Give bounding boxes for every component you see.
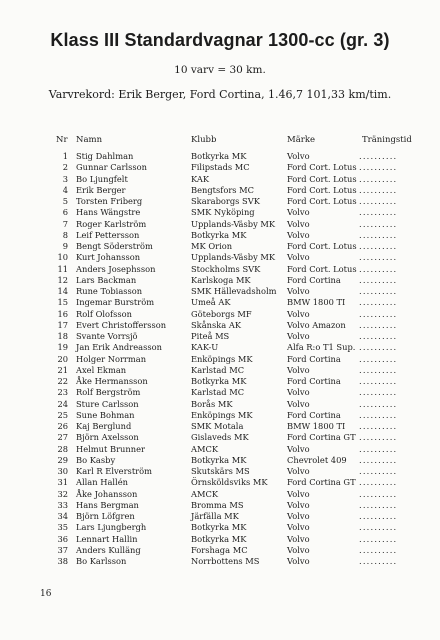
entry-training-time: .......... [359, 162, 398, 173]
entry-name: Sture Carlsson [76, 398, 139, 409]
entry-make: Volvo [287, 308, 310, 319]
table-row [0, 534, 440, 545]
table-row [0, 399, 440, 410]
table-row [0, 196, 440, 207]
entry-training-time: .......... [359, 443, 398, 454]
entry-nr: 19 [57, 342, 68, 353]
header-name: Namn [76, 135, 103, 145]
entry-nr: 16 [57, 308, 68, 319]
entry-nr: 27 [57, 432, 68, 443]
entry-name: Hans Wängstre [76, 207, 141, 218]
entry-name: Hans Bergman [76, 499, 139, 510]
table-row [0, 387, 440, 398]
entry-make: Ford Cortina [287, 409, 341, 420]
table-row [0, 264, 440, 275]
entry-name: Axel Ekman [76, 364, 127, 375]
table-row [0, 286, 440, 297]
lap-distance: 10 varv = 30 km. [174, 64, 266, 76]
entry-club: Karlstad MC [191, 387, 245, 398]
entry-nr: 20 [57, 353, 68, 364]
entry-make: Volvo [287, 544, 310, 555]
entry-training-time: .......... [359, 252, 398, 263]
entry-name: Kaj Berglund [76, 421, 132, 431]
table-row [0, 489, 440, 500]
entry-club: Botkyrka MK [191, 151, 247, 161]
entry-club: SMK Hällevadsholm [191, 286, 277, 296]
entry-make: BMW 1800 TI [287, 421, 346, 431]
entry-club: Gislaveds MK [191, 432, 249, 443]
entry-name: Lars Ljungbergh [76, 522, 147, 533]
entry-nr: 12 [57, 274, 68, 285]
table-row [0, 556, 440, 567]
entry-make: Ford Cort. Lotus [287, 162, 357, 173]
entry-make: Volvo [287, 522, 310, 533]
entry-make: Volvo [287, 499, 310, 510]
entry-name: Bo Karlsson [76, 556, 127, 566]
entry-club: Filipstads MC [191, 162, 250, 173]
entry-make: Alfa R:o T1 Sup. [287, 342, 356, 353]
entry-make: Volvo [287, 488, 310, 499]
entry-nr: 11 [57, 263, 68, 274]
entry-nr: 8 [62, 229, 68, 240]
entry-name: Rolf Olofsson [76, 308, 132, 319]
entry-make: Volvo [287, 286, 310, 296]
table-row [0, 477, 440, 488]
entry-nr: 31 [57, 477, 68, 488]
entry-name: Anders Josephsson [76, 263, 156, 274]
entry-club: Järfälla MK [191, 511, 239, 521]
entry-name: Leif Pettersson [76, 229, 140, 240]
entry-nr: 17 [57, 319, 68, 330]
entry-club: Skaraborgs SVK [191, 196, 260, 206]
entry-training-time: .......... [359, 376, 398, 386]
table-row [0, 342, 440, 353]
entry-name: Åke Johansson [76, 488, 138, 499]
table-row [0, 320, 440, 331]
entry-club: AMCK [191, 443, 219, 454]
entry-name: Ingemar Burström [76, 297, 155, 308]
entry-make: Ford Cortina GT [287, 477, 356, 488]
table-row [0, 185, 440, 196]
entry-training-time: .......... [359, 544, 398, 555]
lap-record: Varvrekord: Erik Berger, Ford Cortina, 1.46,7 101,33 km/tim. [48, 88, 392, 101]
entry-club: Örnsköldsviks MK [191, 477, 268, 488]
entry-make: Ford Cortina GT [287, 432, 356, 443]
entry-name: Lennart Hallin [76, 533, 138, 544]
entry-name: Björn Axelsson [76, 432, 139, 443]
entry-training-time: .......... [359, 151, 398, 161]
class-title: Klass III Standardvagnar 1300-cc (gr. 3) [50, 30, 390, 50]
entry-make: Ford Cort. Lotus [287, 184, 357, 195]
entry-club: Norrbottens MS [191, 556, 260, 566]
table-row [0, 207, 440, 218]
table-row [0, 376, 440, 387]
entry-make: BMW 1800 TI [287, 297, 346, 308]
entry-make: Volvo [287, 533, 310, 544]
entry-club: Bengtsfors MC [191, 184, 255, 195]
entry-training-time: .......... [359, 196, 398, 206]
entry-list [0, 151, 440, 567]
entry-club: MK Orion [191, 241, 233, 251]
entry-training-time: .......... [359, 173, 398, 184]
entry-make: Ford Cortina [287, 376, 341, 386]
entry-training-time: .......... [359, 308, 398, 319]
entry-make: Volvo [287, 443, 310, 454]
entry-nr: 30 [57, 466, 68, 476]
entry-training-time: .......... [359, 263, 398, 274]
entry-club: Forshaga MC [191, 544, 248, 555]
entry-name: Holger Norrman [76, 353, 147, 364]
entry-make: Ford Cort. Lotus [287, 196, 357, 206]
entry-nr: 25 [57, 409, 68, 420]
entry-name: Jan Erik Andreasson [76, 342, 162, 353]
header-training: Träningstid [362, 135, 412, 145]
entry-club: Upplands-Väsby MK [191, 252, 276, 263]
entry-club: Botkyrka MK [191, 533, 247, 544]
entry-name: Erik Berger [76, 184, 126, 195]
entry-nr: 7 [62, 218, 68, 229]
table-row [0, 365, 440, 376]
entry-nr: 21 [57, 364, 68, 375]
entry-club: Skånska AK [191, 319, 242, 330]
entry-nr: 32 [57, 488, 68, 499]
entry-training-time: .......... [359, 387, 398, 398]
entry-club: Botkyrka MK [191, 229, 247, 240]
entry-name: Anders Kulläng [76, 544, 141, 555]
entry-make: Volvo [287, 387, 310, 398]
entry-nr: 3 [62, 173, 68, 184]
table-row [0, 162, 440, 173]
entry-name: Rolf Bergström [76, 387, 141, 398]
table-row [0, 545, 440, 556]
entry-club: Borås MK [191, 398, 233, 409]
table-row [0, 151, 440, 162]
entry-club: Enköpings MK [191, 409, 253, 420]
entry-make: Chevrolet 409 [287, 454, 347, 465]
entry-training-time: .......... [359, 331, 398, 341]
table-row [0, 455, 440, 466]
entry-training-time: .......... [359, 421, 398, 431]
entry-training-time: .......... [359, 218, 398, 229]
entry-training-time: .......... [359, 454, 398, 465]
entry-training-time: .......... [359, 286, 398, 296]
entry-make: Volvo [287, 218, 310, 229]
entry-club: Göteborgs MF [191, 308, 252, 319]
entry-name: Karl R Elverström [76, 466, 152, 476]
entry-nr: 22 [57, 376, 68, 386]
entry-training-time: .......... [359, 533, 398, 544]
entry-name: Roger Karlström [76, 218, 147, 229]
table-row [0, 297, 440, 308]
entry-club: SMK Nyköping [191, 207, 255, 218]
entry-club: Piteå MS [191, 331, 230, 341]
entry-training-time: .......... [359, 184, 398, 195]
entry-nr: 24 [57, 398, 68, 409]
entry-club: Stockholms SVK [191, 263, 261, 274]
entry-training-time: .......... [359, 241, 398, 251]
entry-club: Botkyrka MK [191, 454, 247, 465]
entry-name: Lars Backman [76, 274, 137, 285]
entry-name: Bo Ljungfelt [76, 173, 128, 184]
entry-name: Helmut Brunner [76, 443, 145, 454]
entry-training-time: .......... [359, 556, 398, 566]
entry-nr: 35 [57, 522, 68, 533]
entry-make: Ford Cort. Lotus [287, 263, 357, 274]
table-row [0, 410, 440, 421]
entry-training-time: .......... [359, 342, 398, 353]
table-row [0, 466, 440, 477]
entry-training-time: .......... [359, 511, 398, 521]
entry-training-time: .......... [359, 477, 398, 488]
entry-nr: 36 [57, 533, 68, 544]
entry-club: Skutskärs MS [191, 466, 250, 476]
entry-club: KAK [191, 173, 210, 184]
entry-training-time: .......... [359, 499, 398, 510]
entry-training-time: .......... [359, 409, 398, 420]
entry-club: Bromma MS [191, 499, 244, 510]
entry-make: Volvo [287, 364, 310, 375]
header-make: Märke [287, 135, 316, 145]
entry-name: Björn Löfgren [76, 511, 135, 521]
entry-name: Rune Tobiasson [76, 286, 143, 296]
entry-training-time: .......... [359, 466, 398, 476]
entry-club: SMK Motala [191, 421, 244, 431]
entry-name: Svante Vorrsjö [76, 331, 138, 341]
entry-make: Volvo [287, 151, 310, 161]
entry-make: Ford Cortina [287, 353, 341, 364]
entry-training-time: .......... [359, 297, 398, 308]
entry-club: Umeå AK [191, 297, 231, 308]
entry-training-time: .......... [359, 364, 398, 375]
entry-name: Sune Bohman [76, 409, 135, 420]
table-row [0, 331, 440, 342]
entry-training-time: .......... [359, 432, 398, 443]
entry-name: Allan Hallén [76, 477, 128, 488]
entry-make: Volvo [287, 331, 310, 341]
entry-nr: 29 [57, 454, 68, 465]
entry-name: Gunnar Carlsson [76, 162, 147, 173]
table-row [0, 309, 440, 320]
entry-make: Volvo Amazon [287, 319, 346, 330]
entry-training-time: .......... [359, 398, 398, 409]
entry-name: Bo Kasby [76, 454, 116, 465]
entry-nr: 38 [57, 556, 68, 566]
entry-name: Evert Christoffersson [76, 319, 167, 330]
entry-make: Volvo [287, 207, 310, 218]
table-row [0, 354, 440, 365]
table-row [0, 522, 440, 533]
table-row [0, 275, 440, 286]
entry-make: Volvo [287, 511, 310, 521]
entry-club: AMCK [191, 488, 219, 499]
entry-nr: 18 [57, 331, 68, 341]
entry-training-time: .......... [359, 229, 398, 240]
table-row [0, 241, 440, 252]
entry-nr: 14 [57, 286, 68, 296]
entry-club: Botkyrka MK [191, 376, 247, 386]
entry-nr: 4 [62, 184, 68, 195]
table-row [0, 252, 440, 263]
header-nr: Nr [56, 135, 68, 145]
table-row [0, 511, 440, 522]
entry-nr: 9 [62, 241, 68, 251]
table-row [0, 219, 440, 230]
header-club: Klubb [191, 135, 217, 145]
entry-training-time: .......... [359, 319, 398, 330]
entry-name: Torsten Friberg [76, 196, 143, 206]
entry-make: Ford Cort. Lotus [287, 241, 357, 251]
page-number: 16 [40, 589, 52, 599]
table-row [0, 174, 440, 185]
entry-make: Volvo [287, 398, 310, 409]
entry-nr: 26 [57, 421, 68, 431]
table-header [0, 135, 440, 147]
entry-make: Volvo [287, 229, 310, 240]
entry-nr: 2 [62, 162, 68, 173]
entry-training-time: .......... [359, 488, 398, 499]
entry-club: KAK-U [191, 342, 219, 353]
entry-name: Åke Hermansson [76, 376, 148, 386]
entry-nr: 37 [57, 544, 68, 555]
entry-training-time: .......... [359, 207, 398, 218]
entry-nr: 5 [62, 196, 68, 206]
entry-nr: 34 [57, 511, 68, 521]
entry-nr: 1 [62, 151, 68, 161]
entry-club: Upplands-Väsby MK [191, 218, 276, 229]
entry-club: Karlskoga MK [191, 274, 251, 285]
entry-make: Volvo [287, 466, 310, 476]
entry-club: Enköpings MK [191, 353, 253, 364]
table-row [0, 500, 440, 511]
entry-name: Stig Dahlman [76, 151, 134, 161]
entry-training-time: .......... [359, 353, 398, 364]
table-row [0, 432, 440, 443]
entry-nr: 33 [57, 499, 68, 510]
table-row [0, 444, 440, 455]
entry-training-time: .......... [359, 522, 398, 533]
entry-make: Ford Cortina [287, 274, 341, 285]
entry-nr: 28 [57, 443, 68, 454]
entry-nr: 10 [57, 252, 68, 263]
table-row [0, 230, 440, 241]
entry-nr: 23 [57, 387, 68, 398]
entry-make: Volvo [287, 252, 310, 263]
entry-name: Kurt Johansson [76, 252, 141, 263]
entry-name: Bengt Söderström [76, 241, 153, 251]
entry-club: Botkyrka MK [191, 522, 247, 533]
entry-nr: 6 [62, 207, 68, 218]
entry-nr: 15 [57, 297, 68, 308]
entry-club: Karlstad MC [191, 364, 245, 375]
entry-training-time: .......... [359, 274, 398, 285]
table-row [0, 421, 440, 432]
entry-make: Volvo [287, 556, 310, 566]
entry-make: Ford Cort. Lotus [287, 173, 357, 184]
